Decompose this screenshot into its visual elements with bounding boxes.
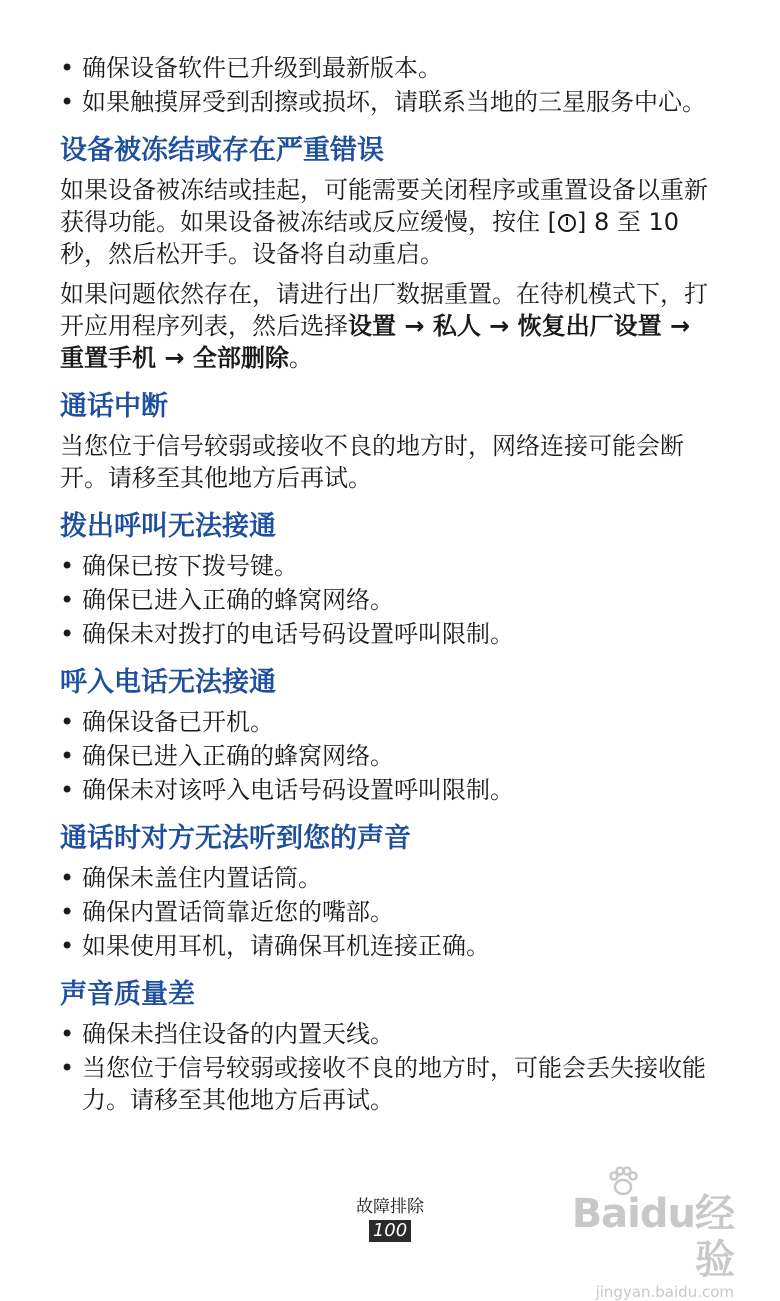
bullet-icon: • — [60, 552, 75, 580]
watermark-brand: Baidu经验 — [571, 1191, 734, 1283]
bullet-icon: • — [60, 776, 75, 804]
bullet-icon: • — [60, 708, 75, 736]
document-page — [60, 52, 710, 1118]
page-number: 100 — [369, 1220, 411, 1242]
section-title-voice: 通话时对方无法听到您的声音 — [60, 823, 411, 854]
list-item: • 确保未对拨打的电话号码设置呼叫限制。 — [60, 620, 514, 648]
list-item: • 确保设备已开机。 — [60, 708, 274, 736]
bullet-icon: • — [60, 864, 75, 892]
section-title-freeze: 设备被冻结或存在严重错误 — [60, 135, 384, 166]
freeze-paragraph-2: 如果问题依然存在，请进行出厂数据重置。在待机模式下，打开应用程序列表，然后选择设置 → 私人 → 恢复出厂设置 → 重置手机 → 全部删除。 — [60, 280, 708, 372]
bullet-icon: • — [60, 898, 75, 926]
bullet-icon: • — [60, 586, 75, 614]
call-drop-paragraph: 当您位于信号较弱或接收不良的地方时，网络连接可能会断开。请移至其他地方后再试。 — [60, 432, 684, 492]
baidu-watermark — [544, 1165, 734, 1301]
list-item: • 如果触摸屏受到刮擦或损坏，请联系当地的三星服务中心。 — [60, 88, 706, 116]
list-item: • 当您位于信号较弱或接收不良的地方时，可能会丢失接收能力。请移至其他地方后再试。 — [60, 1054, 706, 1114]
bullet-icon: • — [60, 932, 75, 960]
voice-bullet-list — [60, 862, 710, 962]
bullet-icon: • — [60, 54, 75, 82]
list-item: • 确保未挡住设备的内置天线。 — [60, 1020, 394, 1048]
section-title-incoming: 呼入电话无法接通 — [60, 667, 276, 698]
paw-logo-icon — [606, 1165, 640, 1199]
list-item: • 确保未盖住内置话筒。 — [60, 864, 322, 892]
bullet-icon: • — [60, 88, 75, 116]
bullet-icon: • — [60, 742, 75, 770]
section-title-call-drop: 通话中断 — [60, 391, 168, 422]
quality-bullet-list — [60, 1018, 710, 1116]
bullet-icon: • — [60, 1054, 75, 1082]
list-item: • 确保已进入正确的蜂窝网络。 — [60, 586, 394, 614]
list-item: • 确保设备软件已升级到最新版本。 — [60, 54, 442, 82]
watermark-url: jingyan.baidu.com — [595, 1283, 734, 1301]
list-item: • 确保未对该呼入电话号码设置呼叫限制。 — [60, 776, 514, 804]
footer-section-name: 故障排除 — [356, 1197, 424, 1217]
power-key-icon — [558, 214, 576, 232]
bullet-icon: • — [60, 1020, 75, 1048]
section-title-quality: 声音质量差 — [60, 979, 195, 1010]
freeze-paragraph-1: 如果设备被冻结或挂起，可能需要关闭程序或重置设备以重新获得功能。如果设备被冻结或反应缓慢，按住 [ ] 8 至 10 秒，然后松开手。设备将自动重启。 — [60, 176, 708, 268]
top-bullet-list — [60, 52, 710, 118]
list-item: • 确保已按下拨号键。 — [60, 552, 298, 580]
section-title-outgoing: 拨出呼叫无法接通 — [60, 511, 276, 542]
incoming-bullet-list — [60, 706, 710, 806]
outgoing-bullet-list — [60, 550, 710, 650]
list-item: • 确保已进入正确的蜂窝网络。 — [60, 742, 394, 770]
list-item: • 如果使用耳机，请确保耳机连接正确。 — [60, 932, 490, 960]
bullet-icon: • — [60, 620, 75, 648]
list-item: • 确保内置话筒靠近您的嘴部。 — [60, 898, 394, 926]
